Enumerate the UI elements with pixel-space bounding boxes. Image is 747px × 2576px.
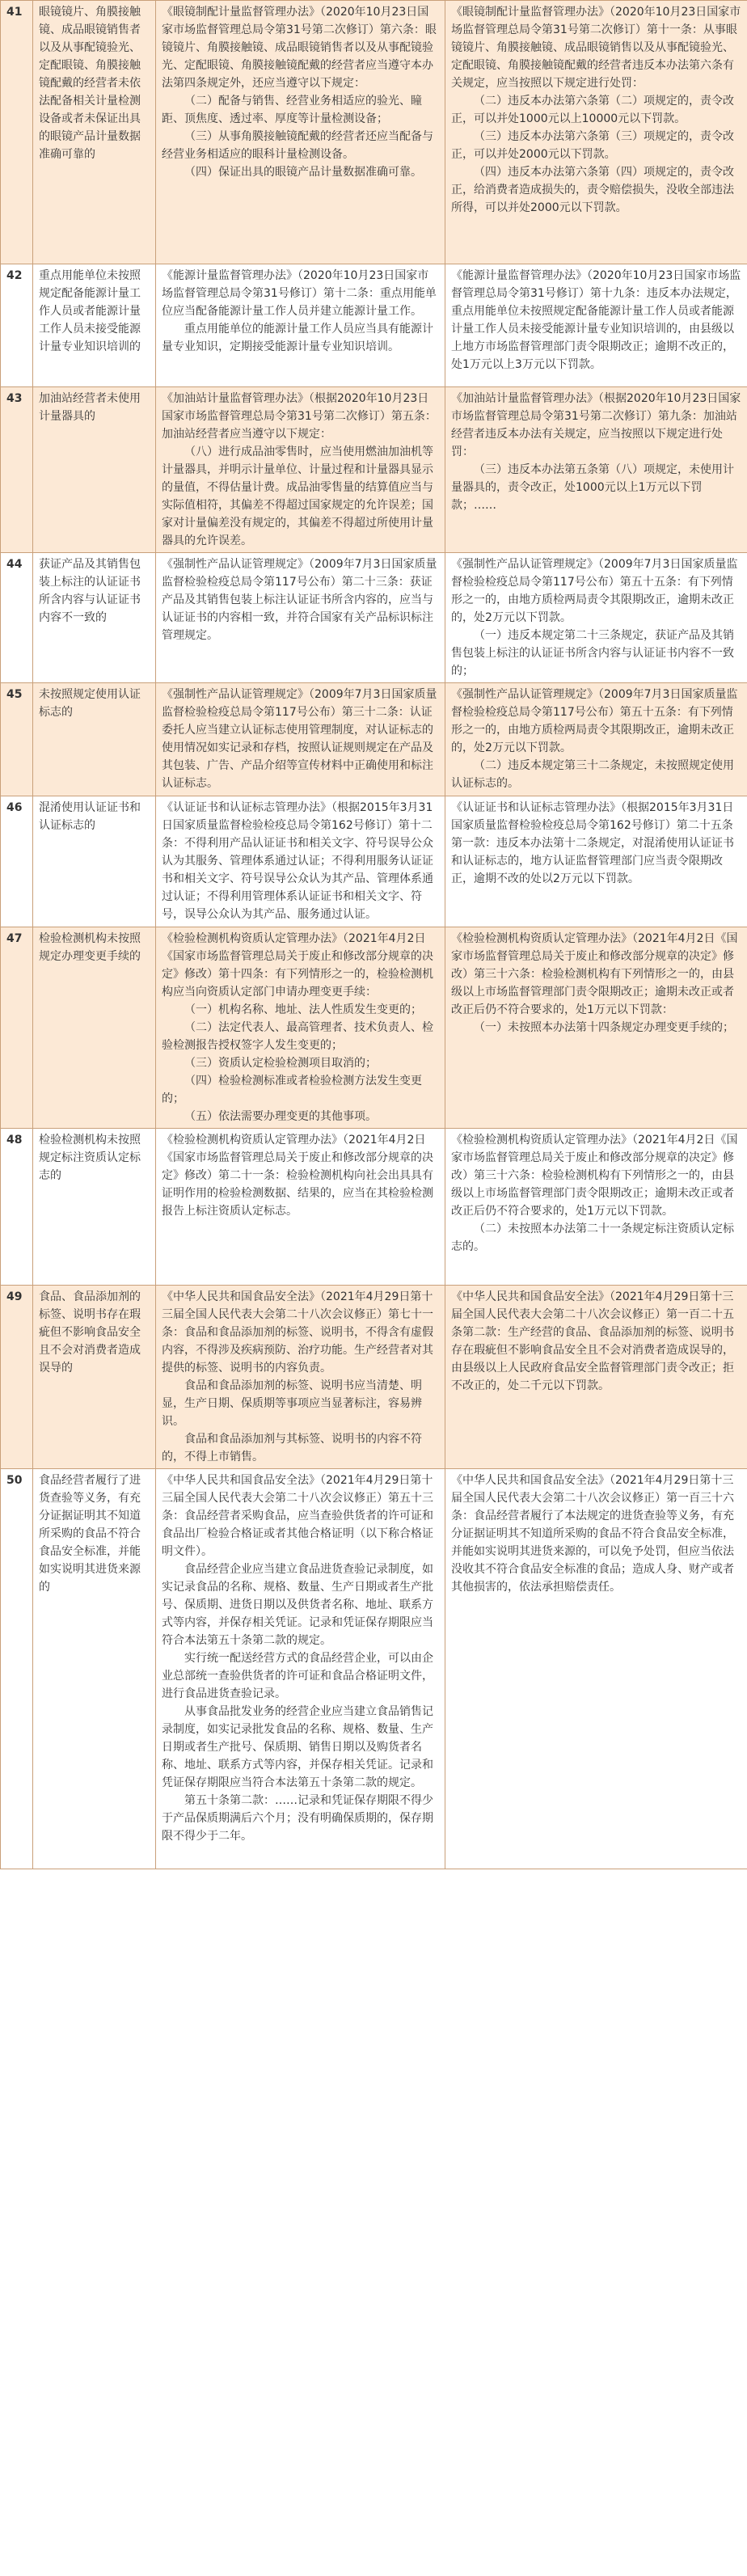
legal-paragraph: 第五十条第二款：……记录和凭证保存期限不得少于产品保质期满后六个月；没有明确保质期的，保存期限不得少于二年。	[162, 1794, 433, 1843]
penalty-paragraph: 《检验检测机构资质认定管理办法》（2021年4月2日《国家市场监督管理总局关于废止和修改部分规章的决定》修改）第三十六条：检验检测机构有下列情形之一的，由县级以上市场监督管理部门责令限期改正；逾期未改正或者改正后仍不符合要求的，处1万元以下罚款。	[451, 1134, 738, 1218]
penalty-paragraph: （三）违反本办法第六条第（三）项规定的，责令改正，可以并处2000元以下罚款。	[451, 130, 734, 161]
penalty-paragraph: （二）未按照本办法第二十一条规定标注资质认定标志的。	[451, 1223, 734, 1253]
legal-paragraph: （三）从事角膜接触镜配戴的经营者还应当配备与经营业务相适应的眼科计量检测设备。	[162, 130, 433, 161]
penalty-basis-cell	[445, 1, 747, 264]
legal-basis-cell	[156, 1469, 445, 1869]
table-row	[1, 1129, 747, 1286]
table-row	[1, 553, 747, 683]
legal-paragraph: （一）机构名称、地址、法人性质发生变更的；	[184, 1003, 422, 1016]
violation-item: 混淆使用认证证书和认证标志的	[33, 796, 156, 927]
legal-paragraph: 重点用能单位的能源计量工作人员应当具有能源计量专业知识，定期接受能源计量专业知识培训。	[162, 323, 433, 353]
legal-paragraph: （三）资质认定检验检测项目取消的；	[184, 1057, 377, 1070]
legal-basis-cell	[156, 1, 445, 264]
violation-item: 检验检测机构未按照规定标注资质认定标志的	[33, 1129, 156, 1286]
legal-paragraph: 《加油站计量监督管理办法》（根据2020年10月23日国家市场监督管理总局令第31号第二次修订）第五条：加油站经营者应当遵守以下规定：	[162, 392, 437, 441]
penalty-basis-cell	[445, 796, 747, 927]
penalty-paragraph: （二）违反本规定第三十二条规定，未按照规定使用认证标志的。	[451, 759, 734, 790]
row-number: 41	[1, 1, 33, 264]
penalty-paragraph: 《认证证书和认证标志管理办法》（根据2015年3月31日国家质量监督检验检疫总局令第162号修订）第二十五条第一款：违反本办法第十二条规定，对混淆使用认证证书和认证标志的，地方认证监督管理部门应当责令限期改正，逾期不改的处以2万元以下罚款。	[451, 801, 734, 885]
legal-paragraph: 从事食品批发业务的经营企业应当建立食品销售记录制度，如实记录批发食品的名称、规格、数量、生产日期或者生产批号、保质期、销售日期以及购货者名称、地址、联系方式等内容，并保存相关凭证。记录和凭证保存期限应当符合本法第五十条第二款的规定。	[162, 1705, 433, 1789]
legal-paragraph: 《强制性产品认证管理规定》（2009年7月3日国家质量监督检验检疫总局令第117号公布）第二十三条：获证产品及其销售包装上标注认证证书所含内容的，应当与认证证书的内容相一致，并符合国家有关产品标识标注管理规定。	[162, 558, 437, 642]
table-row	[1, 1286, 747, 1469]
row-number: 50	[1, 1469, 33, 1869]
table-row	[1, 796, 747, 927]
legal-paragraph: 食品和食品添加剂的标签、说明书应当清楚、明显，生产日期、保质期等事项应当显著标注，容易辨识。	[162, 1379, 422, 1428]
penalty-basis-cell	[445, 1469, 747, 1869]
legal-paragraph: （八）进行成品油零售时，应当使用燃油加油机等计量器具，并明示计量单位、计量过程和计量器具显示的量值，不得估量计费。成品油零售量的结算值应当与实际值相符，其偏差不得超过国家规定的允许误差；国家对计量偏差没有规定的，其偏差不得超过所使用计量器具的允许误差。	[162, 446, 433, 547]
penalty-basis-cell	[445, 1286, 747, 1469]
legal-paragraph: 食品和食品添加剂与其标签、说明书的内容不符的，不得上市销售。	[162, 1433, 422, 1463]
legal-basis-cell	[156, 927, 445, 1129]
legal-basis-cell	[156, 1129, 445, 1286]
violation-item: 重点用能单位未按照规定配备能源计量工作人员或者能源计量工作人员未接受能源计量专业知识培训的	[33, 264, 156, 387]
legal-paragraph: （四）保证出具的眼镜产品计量数据准确可靠。	[184, 166, 422, 179]
row-number: 44	[1, 553, 33, 683]
penalty-paragraph: 《中华人民共和国食品安全法》（2021年4月29日第十三届全国人民代表大会第二十八次会议修正）第一百三十六条：食品经营者履行了本法规定的进货查验等义务，有充分证据证明其不知道所采购的食品不符合食品安全标准，并能如实说明其进货来源的，可以免予处罚，但应当依法没收其不符合食品安全标准的食品；造成人身、财产或者其他损害的，依法承担赔偿责任。	[451, 1474, 734, 1594]
legal-paragraph: （二）配备与销售、经营业务相适应的验光、瞳距、顶焦度、透过率、厚度等计量检测设备；	[162, 95, 422, 125]
penalty-basis-cell	[445, 553, 747, 683]
legal-basis-cell	[156, 1286, 445, 1469]
table-row	[1, 1, 747, 264]
penalty-basis-cell	[445, 683, 747, 796]
legal-basis-cell	[156, 796, 445, 927]
penalty-paragraph: （四）违反本办法第六条第（四）项规定的，责令改正，给消费者造成损失的，责令赔偿损失，没收全部违法所得，可以并处2000元以下罚款。	[451, 166, 734, 214]
violation-item: 未按照规定使用认证标志的	[33, 683, 156, 796]
penalty-table-body	[1, 1, 747, 1869]
row-number: 48	[1, 1129, 33, 1286]
row-number: 47	[1, 927, 33, 1129]
penalty-paragraph: 《加油站计量监督管理办法》（根据2020年10月23日国家市场监督管理总局令第31号第二次修订）第九条：加油站经营者违反本办法有关规定，应当按照以下规定进行处罚：	[451, 392, 741, 458]
violation-item: 获证产品及其销售包装上标注的认证证书所含内容与认证证书内容不一致的	[33, 553, 156, 683]
penalty-paragraph: （二）违反本办法第六条第（二）项规定的，责令改正，可以并处1000元以上10000元以下罚款。	[451, 95, 734, 125]
row-number: 46	[1, 796, 33, 927]
legal-paragraph: 《中华人民共和国食品安全法》（2021年4月29日第十三届全国人民代表大会第二十八次会议修正）第七十一条：食品和食品添加剂的标签、说明书，不得含有虚假内容，不得涉及疾病预防、治疗功能。生产经营者对其提供的标签、说明书的内容负责。	[162, 1290, 433, 1375]
penalty-basis-cell	[445, 927, 747, 1129]
penalty-paragraph: 《能源计量监督管理办法》（2020年10月23日国家市场监督管理总局令第31号修订）第十九条：违反本办法规定，重点用能单位未按照规定配备能源计量工作人员或者能源计量工作人员未接受能源计量专业知识培训的，由县级以上地方市场监督管理部门责令限期改正；逾期不改正的，处1万元以上3万元以下罚款。	[451, 269, 741, 371]
row-number: 49	[1, 1286, 33, 1469]
legal-paragraph: （四）检验检测标准或者检验检测方法发生变更的；	[162, 1075, 422, 1105]
penalty-paragraph: 《强制性产品认证管理规定》（2009年7月3日国家质量监督检验检疫总局令第117号公布）第五十五条：有下列情形之一的，由地方质检两局责令其限期改正，逾期未改正的，处2万元以下罚款。	[451, 558, 738, 624]
penalty-basis-cell	[445, 387, 747, 553]
violation-item: 检验检测机构未按照规定办理变更手续的	[33, 927, 156, 1129]
penalty-basis-cell	[445, 1129, 747, 1286]
legal-basis-cell	[156, 264, 445, 387]
penalty-paragraph: 《眼镜制配计量监督管理办法》（2020年10月23日国家市场监督管理总局令第31号第二次修订）第十一条：从事眼镜镜片、角膜接触镜、成品眼镜销售以及从事配镜验光、定配眼镜、角膜接触镜配戴的经营者违反本办法第六条有关规定，应当按照以下规定进行处罚：	[451, 6, 741, 90]
table-row	[1, 927, 747, 1129]
legal-basis-cell	[156, 553, 445, 683]
penalty-paragraph: 《中华人民共和国食品安全法》（2021年4月29日第十三届全国人民代表大会第二十八次会议修正）第一百二十五条第二款：生产经营的食品、食品添加剂的标签、说明书存在瑕疵但不影响食品安全且不会对消费者造成误导的，由县级以上人民政府食品安全监督管理部门责令改正；拒不改正的，处二千元以下罚款。	[451, 1290, 734, 1392]
penalty-paragraph: （一）未按照本办法第十四条规定办理变更手续的；	[474, 1021, 734, 1034]
legal-paragraph: 《中华人民共和国食品安全法》（2021年4月29日第十三届全国人民代表大会第二十八次会议修正）第五十三条：食品经营者采购食品，应当查验供货者的许可证和食品出厂检验合格证或者其他合格证明（以下称合格证明文件）。	[162, 1474, 433, 1558]
penalty-paragraph: 《强制性产品认证管理规定》（2009年7月3日国家质量监督检验检疫总局令第117号公布）第五十五条：有下列情形之一的，由地方质检两局责令其限期改正，逾期未改正的，处2万元以下罚款。	[451, 688, 738, 754]
violation-item: 眼镜镜片、角膜接触镜、成品眼镜销售者以及从事配镜验光、定配眼镜、角膜接触镜配戴的经营者未依法配备相关计量检测设备或者未保证出具的眼镜产品计量数据准确可靠的	[33, 1, 156, 264]
row-number: 42	[1, 264, 33, 387]
penalty-paragraph: （三）违反本办法第五条第（八）项规定，未使用计量器具的，责令改正，处1000元以上1万元以下罚款；……	[451, 463, 734, 512]
table-row	[1, 264, 747, 387]
legal-basis-cell	[156, 683, 445, 796]
table-row	[1, 387, 747, 553]
row-number: 45	[1, 683, 33, 796]
row-number: 43	[1, 387, 33, 553]
legal-paragraph: 《眼镜制配计量监督管理办法》（2020年10月23日国家市场监督管理总局令第31号第二次修订）第六条：眼镜镜片、角膜接触镜、成品眼镜销售者以及从事配镜验光、定配眼镜、角膜接触镜配戴的经营者应当遵守本办法第四条规定外，还应当遵守以下规定：	[162, 6, 437, 90]
table-row	[1, 1469, 747, 1869]
violation-item: 食品经营者履行了进货查验等义务，有充分证据证明其不知道所采购的食品不符合食品安全标准，并能如实说明其进货来源的	[33, 1469, 156, 1869]
violation-item: 食品、食品添加剂的标签、说明书存在瑕疵但不影响食品安全且不会对消费者造成误导的	[33, 1286, 156, 1469]
legal-basis-cell	[156, 387, 445, 553]
legal-paragraph: 《强制性产品认证管理规定》（2009年7月3日国家质量监督检验检疫总局令第117号公布）第三十二条：认证委托人应当建立认证标志使用管理制度，对认证标志的使用情况如实记录和存档，按照认证规则规定在产品及其包装、广告、产品介绍等宣传材料中正确使用和标注认证标志。	[162, 688, 437, 790]
legal-paragraph: 《能源计量监督管理办法》（2020年10月23日国家市场监督管理总局令第31号修订）第十二条：重点用能单位应当配备能源计量工作人员并建立能源计量工作。	[162, 269, 437, 318]
legal-paragraph: （五）依法需要办理变更的其他事项。	[184, 1110, 377, 1123]
violation-item: 加油站经营者未使用计量器具的	[33, 387, 156, 553]
penalty-basis-cell	[445, 264, 747, 387]
penalty-paragraph: （一）违反本规定第二十三条规定，获证产品及其销售包装上标注的认证证书所含内容与认证证书内容不一致的；	[451, 629, 734, 678]
legal-paragraph: 《认证证书和认证标志管理办法》（根据2015年3月31日国家质量监督检验检疫总局令第162号修订）第十二条：不得利用产品认证证书和相关文字、符号误导公众认为其服务、管理体系通过认证；不得利用服务认证证书和相关文字、符号误导公众认为其产品、管理体系通过认证；不得利用管理体系认证证书和相关文字、符号，误导公众认为其产品、服务通过认证。	[162, 801, 433, 921]
legal-paragraph: （二）法定代表人、最高管理者、技术负责人、检验检测报告授权签字人发生变更的；	[162, 1021, 433, 1052]
table-row	[1, 683, 747, 796]
legal-paragraph: 《检验检测机构资质认定管理办法》（2021年4月2日《国家市场监督管理总局关于废止和修改部分规章的决定》修改）第十四条：有下列情形之一的，检验检测机构应当向资质认定部门申请办理变更手续：	[162, 932, 433, 999]
legal-paragraph: 《检验检测机构资质认定管理办法》（2021年4月2日《国家市场监督管理总局关于废止和修改部分规章的决定》修改）第二十一条：检验检测机构向社会出具具有证明作用的检验检测数据、结果的，应当在其检验检测报告上标注资质认定标志。	[162, 1134, 433, 1218]
penalty-paragraph: 《检验检测机构资质认定管理办法》（2021年4月2日《国家市场监督管理总局关于废止和修改部分规章的决定》修改）第三十六条：检验检测机构有下列情形之一的，由县级以上市场监督管理部门责令限期改正；逾期未改正或者改正后仍不符合要求的，处1万元以下罚款：	[451, 932, 738, 1016]
legal-paragraph: 实行统一配送经营方式的食品经营企业，可以由企业总部统一查验供货者的许可证和食品合格证明文件，进行食品进货查验记录。	[162, 1652, 433, 1700]
legal-paragraph: 食品经营企业应当建立食品进货查验记录制度，如实记录食品的名称、规格、数量、生产日期或者生产批号、保质期、进货日期以及供货者名称、地址、联系方式等内容，并保存相关凭证。记录和凭证保存期限应当符合本法第五十条第二款的规定。	[162, 1563, 433, 1647]
